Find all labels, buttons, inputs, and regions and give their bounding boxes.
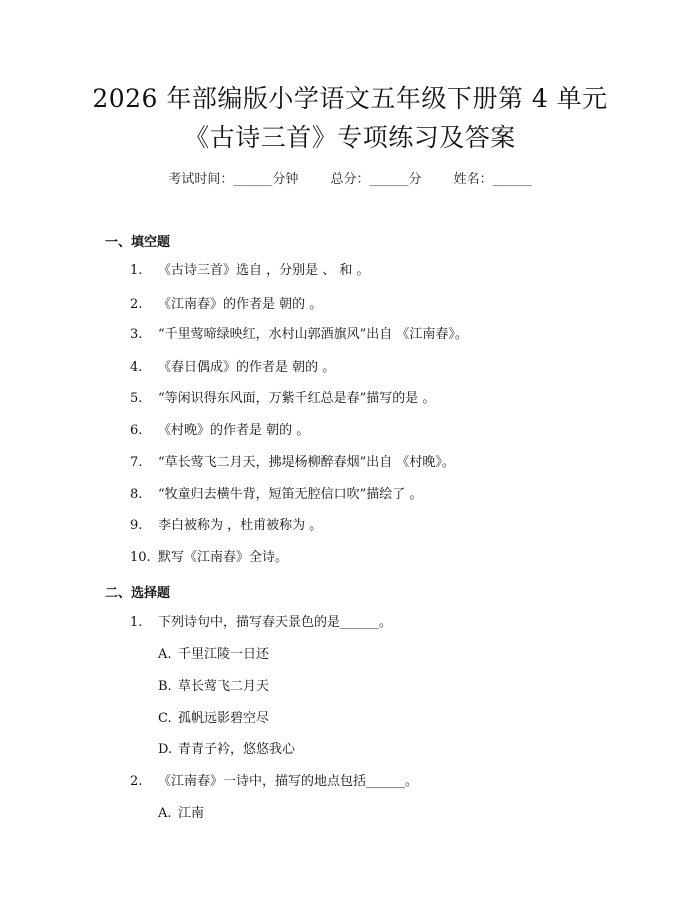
answer-option-c [158, 710, 269, 728]
option-text: 江南 [178, 806, 205, 821]
question-item [130, 359, 335, 377]
question-text: 默写《江南春》全诗。 [158, 550, 289, 565]
question-number: 8. [130, 487, 143, 502]
question-text: 《古诗三首》选自 ，分别是 、 和 。 [158, 263, 370, 278]
question-number: 2. [130, 774, 143, 789]
question-number: 7. [130, 455, 143, 470]
question-number: 1. [130, 263, 143, 278]
exam-time-field: 考试时间：______分钟 [168, 172, 299, 187]
question-item [130, 296, 322, 314]
question-text: “草长莺飞二月天，拂堤杨柳醉春烟”出自 《村晚》。 [158, 455, 455, 470]
answer-option-a [158, 805, 204, 823]
question-number: 5. [130, 391, 143, 406]
student-name-field: 姓名：______ [453, 172, 532, 187]
question-text: 《江南春》的作者是 朝的 。 [158, 297, 323, 312]
question-item [130, 614, 392, 632]
question-text: 下列诗句中，描写春天景色的是______。 [158, 615, 393, 630]
question-number: 1. [130, 615, 143, 630]
question-number: 2. [130, 297, 143, 312]
question-item [130, 326, 468, 344]
option-letter: C. [158, 711, 172, 726]
exam-meta [0, 168, 700, 187]
answer-option-a [158, 646, 269, 664]
question-number: 6. [130, 423, 143, 438]
question-item [130, 773, 418, 791]
question-text: 李白被称为 ，杜甫被称为 。 [158, 518, 323, 533]
option-letter: B. [158, 679, 172, 694]
question-item [130, 390, 435, 408]
total-score-field: 总分：______分 [330, 172, 422, 187]
question-item [130, 262, 370, 280]
question-text: 《春日偶成》的作者是 朝的 。 [158, 360, 336, 375]
question-text: 《村晚》的作者是 朝的 。 [158, 423, 310, 438]
question-number: 9. [130, 518, 143, 533]
option-text: 草长莺飞二月天 [178, 679, 270, 694]
answer-option-b [158, 678, 269, 696]
question-number: 4. [130, 360, 143, 375]
section-heading-multiple-choice: 二、选择题 [105, 586, 171, 601]
question-number: 10. [130, 550, 151, 565]
question-item [130, 486, 422, 504]
question-item [130, 549, 288, 567]
document-title-line-1: 2026 年部编版小学语文五年级下册第 4 单元 [92, 84, 608, 113]
option-letter: D. [158, 742, 173, 757]
question-text: “牧童归去横牛背，短笛无腔信口吹”描绘了 。 [158, 487, 423, 502]
question-number: 3. [130, 327, 143, 342]
answer-option-d [158, 741, 295, 759]
document-title-line-2: 《古诗三首》专项练习及答案 [184, 123, 516, 152]
question-text: “等闲识得东风面，万紫千红总是春”描写的是 。 [158, 391, 436, 406]
question-item [130, 422, 309, 440]
question-item [130, 454, 455, 472]
option-letter: A. [158, 647, 172, 662]
option-letter: A. [158, 806, 172, 821]
question-item [130, 517, 322, 535]
section-heading-fill-blank: 一、填空题 [105, 235, 171, 250]
option-text: 千里江陵一日还 [178, 647, 270, 662]
question-text: 《江南春》一诗中，描写的地点包括______。 [158, 774, 419, 789]
option-text: 孤帆远影碧空尽 [178, 711, 270, 726]
option-text: 青青子衿，悠悠我心 [178, 742, 296, 757]
question-text: “千里莺啼绿映红，水村山郭酒旗风”出自 《江南春》。 [158, 327, 468, 342]
